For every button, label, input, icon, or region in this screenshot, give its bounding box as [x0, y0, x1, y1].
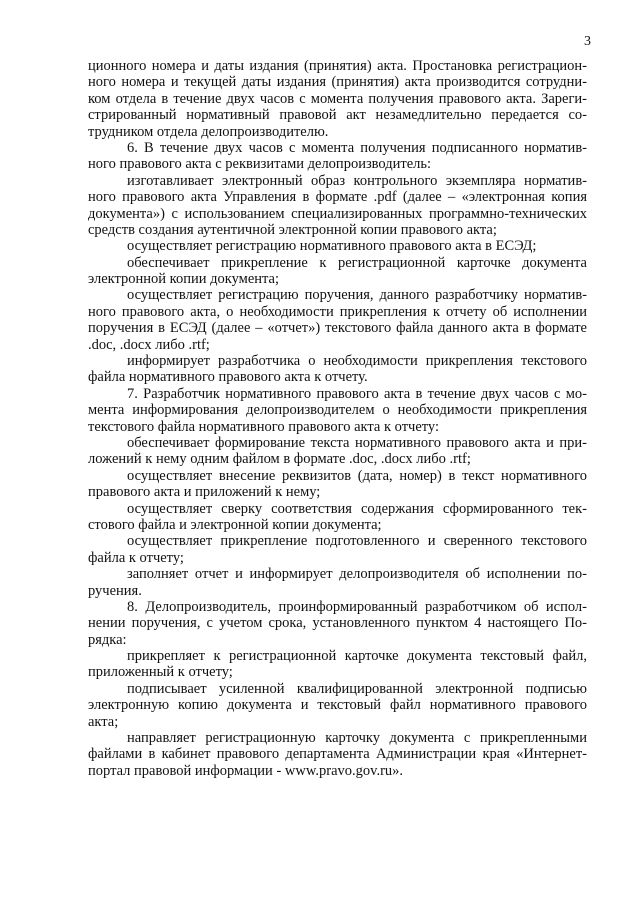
document-body — [88, 58, 587, 779]
paragraph — [88, 287, 587, 353]
text-line: 6. В течение двух часов с момента получения подписанного норматив- — [127, 139, 587, 156]
text-line: электронную копию документа и текстовый файл нормативного правового — [88, 697, 587, 714]
paragraph — [88, 255, 587, 288]
paragraph — [88, 435, 587, 468]
text-line: файла нормативного правового акта к отчету. — [88, 369, 368, 386]
paragraph — [88, 386, 587, 435]
text-line: поручения в ЕСЭД (далее – «отчет») текстового файла данного акта в формате — [88, 320, 587, 337]
text-line: ложений к нему одним файлом в формате .doc, .docx либо .rtf; — [88, 451, 471, 468]
paragraph — [88, 353, 587, 386]
text-line: трудником отдела делопроизводителю. — [88, 123, 329, 140]
text-line: средств создания аутентичной электронной копии правового акта; — [88, 221, 497, 238]
text-line: заполняет отчет и информирует делопроизводителя об исполнении по- — [127, 566, 587, 583]
paragraph — [88, 681, 587, 730]
text-line: изготавливает электронный образ контрольного экземпляра норматив- — [127, 172, 587, 189]
paragraph — [88, 566, 587, 599]
text-line: 7. Разработчик нормативного правового акта в течение двух часов с мо- — [127, 385, 587, 402]
text-line: нении поручения, с учетом срока, установленного пунктом 4 настоящего По- — [88, 615, 587, 632]
text-line: .doc, .docx либо .rtf; — [88, 336, 210, 353]
paragraph — [88, 238, 587, 254]
text-line: ного правового акта Управления в формате .pdf (далее – «электронная копия — [88, 189, 587, 206]
text-line: приложенный к отчету; — [88, 664, 233, 681]
text-line: рядка: — [88, 631, 127, 648]
text-line: ционного номера и даты издания (принятия) акта. Простановка регистрацион- — [88, 58, 587, 74]
text-line: портал правовой информации - www.pravo.gov.ru». — [88, 762, 404, 779]
text-line: ручения. — [88, 582, 142, 599]
text-line: осуществляет прикрепление подготовленного и сверенного текстового — [127, 533, 587, 550]
text-line: направляет регистрационную карточку документа с прикрепленными — [127, 730, 587, 747]
paragraph — [88, 533, 587, 566]
text-line: мента информирования делопроизводителем о необходимости прикрепления — [88, 402, 587, 419]
text-line: осуществляет внесение реквизитов (дата, номер) в текст нормативного — [127, 467, 587, 484]
paragraph — [88, 648, 587, 681]
text-line: файлами в кабинет правового департамента Администрации края «Интернет- — [88, 746, 587, 763]
text-line: обеспечивает прикрепление к регистрационной карточке документа — [127, 254, 587, 271]
page-number: 3 — [584, 34, 591, 49]
text-line: ного номера и текущей даты издания (принятия) акта производится сотрудни- — [88, 74, 587, 91]
text-line: стрированный нормативный правовой акт незамедлительно передается со- — [88, 107, 587, 124]
text-line: стового файла и электронной копии документа; — [88, 516, 382, 533]
text-line: осуществляет сверку соответствия содержания сформированного тек- — [127, 500, 587, 517]
text-line: прикрепляет к регистрационной карточке документа текстовый файл, — [127, 648, 587, 665]
paragraph — [88, 599, 587, 648]
text-line: ного правового акта с реквизитами делопроизводитель: — [88, 156, 432, 173]
text-line: текстового файла нормативного правового акта к отчету: — [88, 418, 440, 435]
text-line: правового акта и приложений к нему; — [88, 484, 321, 501]
text-line: ного правового акта, о необходимости прикрепления к отчету об исполнении — [88, 303, 587, 320]
text-line: 8. Делопроизводитель, проинформированный разработчиком об испол- — [127, 598, 587, 615]
paragraph — [88, 468, 587, 501]
text-line: акта; — [88, 713, 119, 730]
text-line: файла к отчету; — [88, 549, 184, 566]
paragraph — [88, 173, 587, 239]
text-line: информирует разработчика о необходимости прикрепления текстового — [127, 353, 587, 370]
text-line: обеспечивает формирование текста нормативного правового акта и при- — [127, 434, 587, 451]
paragraph — [88, 730, 587, 779]
text-line: подписывает усиленной квалифицированной электронной подписью — [127, 680, 587, 697]
text-line: осуществляет регистрацию поручения, данного разработчику норматив- — [127, 287, 587, 304]
paragraph — [88, 501, 587, 534]
text-line: ком отдела в течение двух часов с момента получения правового акта. Зареги- — [88, 90, 587, 107]
text-line: электронной копии документа; — [88, 271, 279, 288]
paragraph — [88, 140, 587, 173]
paragraph — [88, 58, 587, 140]
text-line: документа») с использованием специализированных программно-технических — [88, 205, 587, 222]
text-line: осуществляет регистрацию нормативного правового акта в ЕСЭД; — [127, 238, 537, 255]
